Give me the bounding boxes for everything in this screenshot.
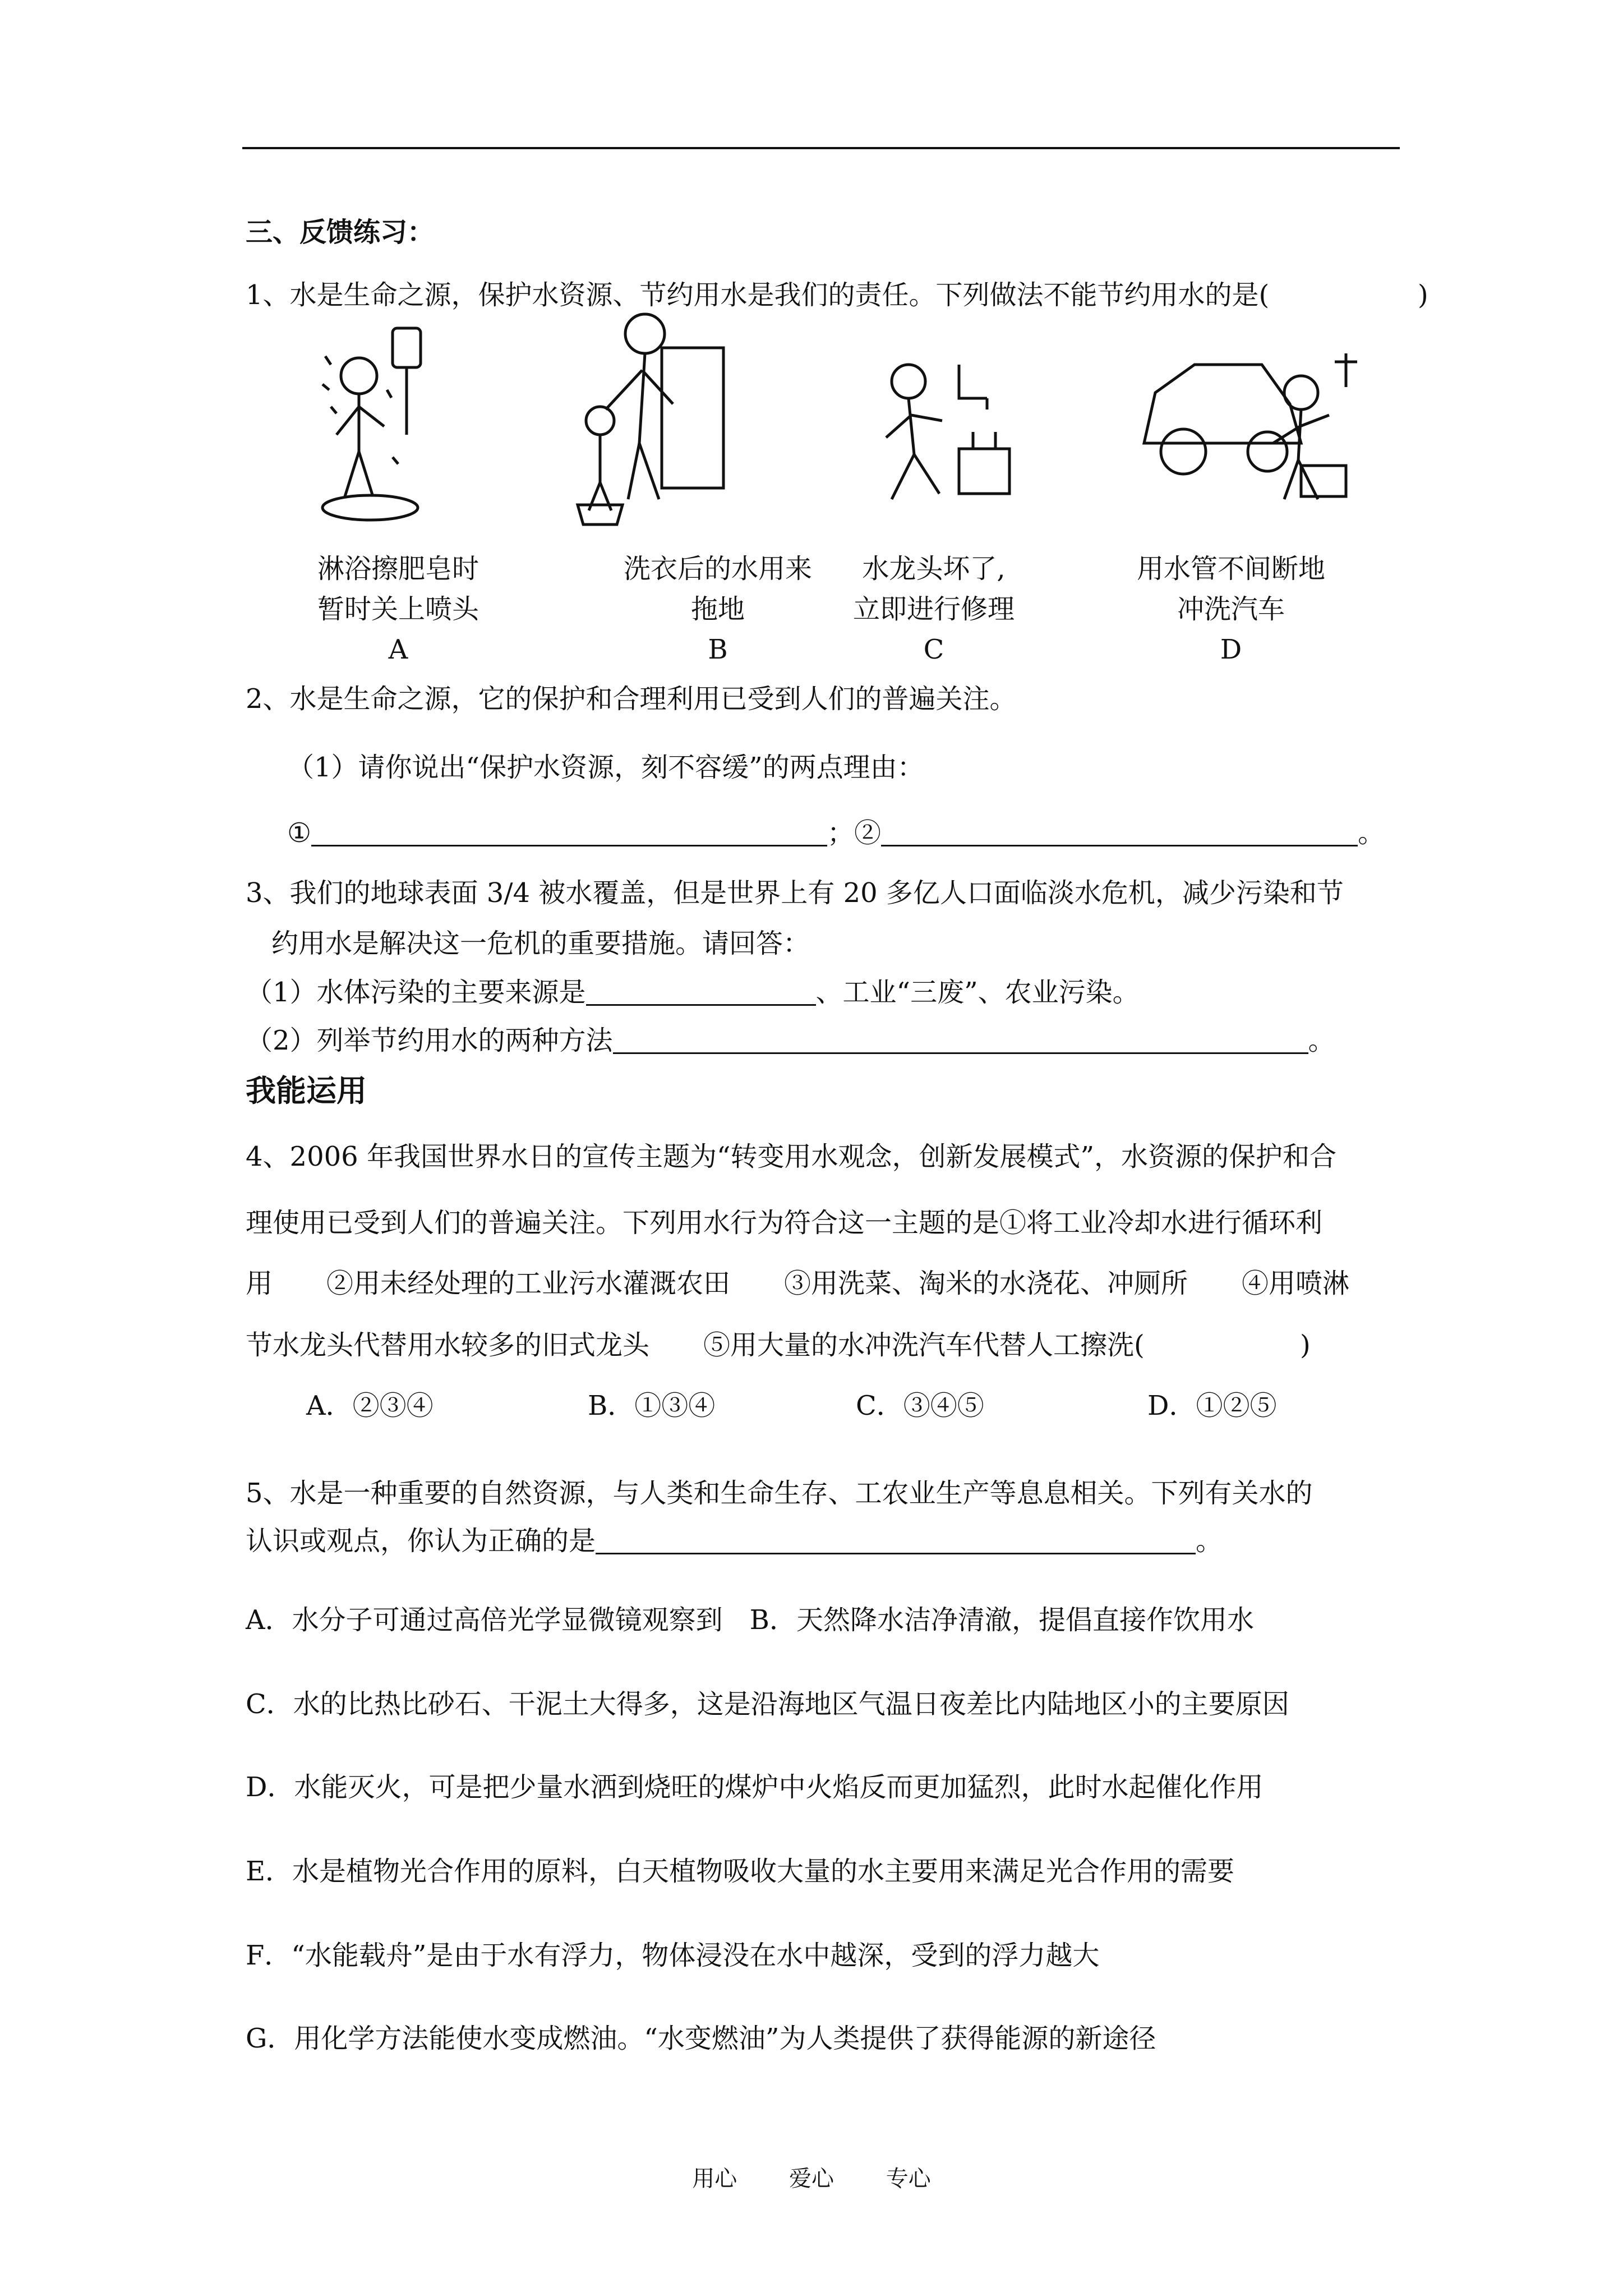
q3-stem-line2: 约用水是解决这一危机的重要措施。请回答： xyxy=(271,928,810,959)
shower-figure-icon xyxy=(314,323,432,524)
q5-option-e: E．水是植物光合作用的原料，白天植物吸收大量的水主要用来满足光合作用的需要 xyxy=(246,1856,1235,1887)
q3-sub2 xyxy=(246,1027,1335,1054)
q4-answer-close: ) xyxy=(1300,1329,1311,1361)
faucet-repair-figure-icon xyxy=(875,348,1015,516)
q4-choice-b: B．①③④ xyxy=(588,1390,716,1421)
q3-sub1-prefix: （1）水体污染的主要来源是 xyxy=(246,977,586,1008)
footer-item: 用心 xyxy=(692,2166,737,2192)
header-rule xyxy=(242,147,1400,149)
page-footer xyxy=(0,2161,1623,2193)
q2-blank-1[interactable] xyxy=(311,819,827,846)
q2-mark-1: ① xyxy=(287,817,312,849)
q4-line4: 节水龙头代替用水较多的旧式龙头 ⑤用大量的水冲洗汽车代替人工擦洗( xyxy=(246,1329,1145,1361)
q3-sub2-prefix: （2）列举节约用水的两种方法 xyxy=(246,1025,613,1056)
q1-option-a-caption: 淋浴擦肥皂时 暂时关上喷头 A xyxy=(317,553,479,665)
q5-option-c: C．水的比热比砂石、干泥土大得多，这是沿海地区气温日夜差比内陆地区小的主要原因 xyxy=(246,1688,1289,1720)
q5-line1: 5、水是一种重要的自然资源，与人类和生命生存、工农业生产等息息相关。下列有关水的 xyxy=(246,1478,1313,1509)
section-title-feedback: 三、反馈练习： xyxy=(246,217,435,248)
q4-line3: 用 ②用未经处理的工业污水灌溉农田 ③用洗菜、淘米的水浇花、冲厕所 ④用喷淋 xyxy=(246,1268,1350,1299)
q5-line2-prefix: 认识或观点，你认为正确的是 xyxy=(246,1525,596,1557)
q5-blank[interactable] xyxy=(596,1527,1196,1554)
q2-answer-line xyxy=(287,817,1385,849)
q4-line2: 理使用已受到人们的普遍关注。下列用水行为符合这一主题的是①将工业冷却水进行循环利 xyxy=(246,1207,1323,1239)
footer-item: 专心 xyxy=(886,2166,931,2192)
q1-option-d-caption: 用水管不间断地 冲洗汽车 D xyxy=(1136,553,1325,665)
q5-option-a-b: A．水分子可通过高倍光学显微镜观察到 B．天然降水洁净清澈，提倡直接作饮用水 xyxy=(246,1604,1254,1636)
q2-blank-2[interactable] xyxy=(881,819,1358,846)
q3-sub2-suffix: 。 xyxy=(1308,1025,1335,1056)
q1-option-c-caption: 水龙头坏了, 立即进行修理 C xyxy=(852,553,1015,665)
q2-separator: ； xyxy=(827,817,855,849)
footer-item: 爱心 xyxy=(789,2166,834,2192)
car-wash-figure-icon xyxy=(1133,331,1368,510)
q5-option-f: F．“水能载舟”是由于水有浮力，物体浸没在水中越深，受到的浮力越大 xyxy=(246,1940,1100,1971)
q2-sub1: （1）请你说出“保护水资源，刻不容缓”的两点理由： xyxy=(287,752,924,783)
q5-option-d: D．水能灭火，可是把少量水洒到烧旺的煤炉中火焰反而更加猛烈，此时水起催化作用 xyxy=(246,1772,1264,1803)
laundry-figure-icon xyxy=(561,303,740,527)
q1-option-b-caption: 洗衣后的水用来 拖地 B xyxy=(623,553,812,665)
q3-blank-1[interactable] xyxy=(586,978,816,1006)
q3-sub1 xyxy=(246,978,1140,1006)
q5-option-g: G．用化学方法能使水变成燃油。“水变燃油”为人类提供了获得能源的新途径 xyxy=(246,2023,1156,2054)
q1-answer-close: ) xyxy=(1418,279,1428,311)
q4-line1: 4、2006 年我国世界水日的宣传主题为“转变用水观念，创新发展模式”，水资源的保护和合 xyxy=(246,1141,1337,1172)
q5-line2 xyxy=(246,1525,1223,1557)
q2-stem: 2、水是生命之源，它的保护和合理利用已受到人们的普遍关注。 xyxy=(246,683,1017,715)
q3-sub1-suffix: 、工业“三废”、农业污染。 xyxy=(815,977,1140,1008)
q2-mark-2: ② xyxy=(854,817,882,849)
q4-choice-d: D．①②⑤ xyxy=(1147,1390,1277,1421)
q4-choice-c: C．③④⑤ xyxy=(856,1390,984,1421)
q1-stem: 1、水是生命之源，保护水资源、节约用水是我们的责任。下列做法不能节约用水的是( xyxy=(246,279,1270,311)
section-title-apply: 我能运用 xyxy=(246,1073,367,1108)
q2-end: 。 xyxy=(1358,817,1385,849)
q5-line2-suffix: 。 xyxy=(1196,1525,1223,1557)
q3-blank-2[interactable] xyxy=(613,1027,1308,1054)
q3-stem-line1: 3、我们的地球表面 3/4 被水覆盖，但是世界上有 20 多亿人口面临淡水危机，减少污染和节 xyxy=(246,877,1344,909)
q4-choice-a: A．②③④ xyxy=(306,1390,434,1421)
